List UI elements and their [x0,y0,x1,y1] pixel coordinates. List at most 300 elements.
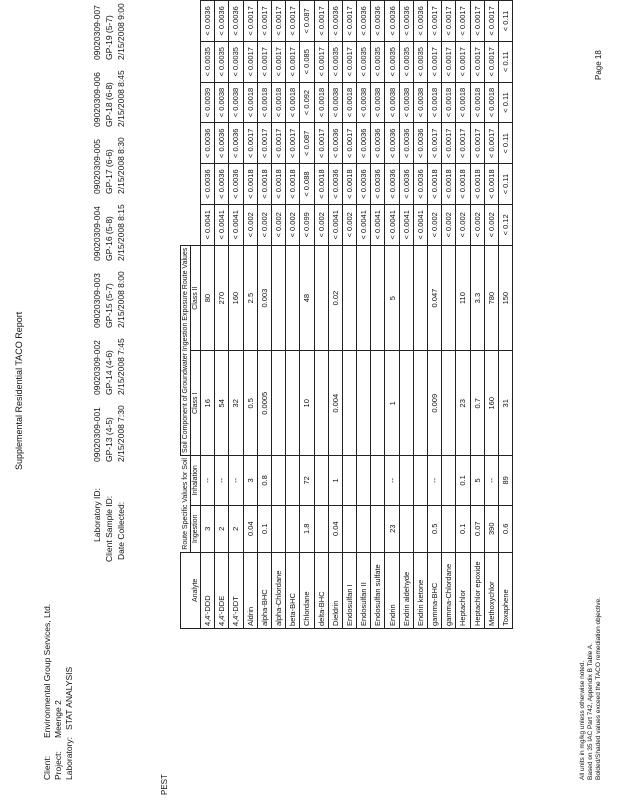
result-cell: < 0.0017 [314,41,328,82]
ingestion-cell [314,505,328,552]
result-cell: < 0.0017 [442,41,456,82]
inhalation-cell [371,456,385,506]
sample-lab-id: 09020309-003 [92,273,102,328]
ingestion-cell [286,505,300,552]
result-cell: < 0.0018 [314,82,328,123]
inhalation-cell [413,456,427,506]
result-cell: < 0.0036 [399,1,413,42]
result-cell: < 0.0017 [484,123,498,164]
result-cell: < 0.0041 [328,204,342,245]
inhalation-cell: 0.1 [456,456,470,506]
result-cell: < 0.0018 [342,82,356,123]
table-row [498,1,512,629]
sample-date: 2/15/2008 8:00 [116,271,126,328]
result-cell: < 0.0017 [342,1,356,42]
result-cell: < 0.0018 [484,164,498,205]
result-cell: < 0.0036 [357,123,371,164]
class1-cell: 0.5 [243,351,257,456]
sample-date: 2/15/2008 8:30 [116,137,126,194]
ingestion-cell: 0.6 [498,505,512,552]
lab-id-label: Laboratory ID: [92,488,102,542]
result-cell: < 0.0017 [456,123,470,164]
table-row [201,1,215,629]
class1-cell [413,351,427,456]
table-row [399,1,413,629]
result-cell: < 0.087 [300,1,314,42]
result-cell: < 0.0036 [201,123,215,164]
result-cell: < 0.0017 [314,1,328,42]
ingestion-cell: 0.04 [243,505,257,552]
result-cell: < 0.0041 [413,204,427,245]
result-cell: < 0.099 [300,204,314,245]
result-cell: < 0.0035 [328,41,342,82]
sample-lab-id: 09020309-004 [92,206,102,261]
result-cell: < 0.0041 [357,204,371,245]
result-cell: < 0.0018 [271,82,285,123]
analyte-cell: Endrin [385,552,399,628]
sample-lab-id: 09020309-007 [92,5,102,60]
sample-date: 2/15/2008 8:15 [116,204,126,261]
result-cell: < 0.12 [498,204,512,245]
result-cell: < 0.0036 [413,164,427,205]
analyte-cell: 4,4'-DDE [215,552,229,628]
result-cell: < 0.0018 [286,82,300,123]
report-title: Supplemental Residential TACO Report [14,311,24,470]
analyte-cell: Aldrin [243,552,257,628]
class1-cell: 32 [229,351,243,456]
result-cell: < 0.0017 [456,41,470,82]
result-cell: < 0.087 [300,123,314,164]
result-cell: < 0.0018 [428,82,442,123]
inhalation-cell: -- [428,456,442,506]
class2-cell [442,245,456,351]
class2-cell [286,245,300,351]
result-cell: < 0.0036 [201,164,215,205]
class2-cell [413,245,427,351]
table-row [243,1,257,629]
result-cell: < 0.0041 [201,204,215,245]
sample-lab-id: 09020309-002 [92,340,102,395]
client-label: Client: [42,755,52,780]
analyte-cell: Endrin ketone [413,552,427,628]
table-row [385,1,399,629]
table-row [229,1,243,629]
sample-sample-id: GP-13 (4-5) [104,417,114,462]
result-cell: < 0.0017 [470,1,484,42]
result-cell: < 0.0036 [413,1,427,42]
inhalation-cell: 72 [300,456,314,506]
result-cell: < 0.0017 [243,41,257,82]
ingestion-cell: 0.5 [428,505,442,552]
ingestion-cell: 0.07 [470,505,484,552]
class1-header: Class I [191,351,201,456]
sample-lab-id: 09020309-001 [92,407,102,462]
sample-sample-id: GP-14 (4-6) [104,350,114,395]
class2-cell: 80 [201,245,215,351]
result-cell: < 0.002 [342,204,356,245]
class2-cell: 0.003 [257,245,271,351]
class2-header: Class II [191,245,201,351]
result-cell: < 0.0036 [229,1,243,42]
result-cell: < 0.0018 [442,164,456,205]
pest-label: PEST [160,774,169,795]
class2-cell: 48 [300,245,314,351]
result-cell: < 0.002 [271,204,285,245]
table-row [257,1,271,629]
footnote-1: All units in mg/kg unless otherwise noted. [579,660,586,780]
class2-cell [399,245,413,351]
result-cell: < 0.0035 [371,41,385,82]
pesticide-results-table [180,0,513,629]
class1-cell [286,351,300,456]
result-cell: < 0.0041 [215,204,229,245]
class1-cell [271,351,285,456]
sample-date: 2/15/2008 8:45 [116,70,126,127]
table-row [314,1,328,629]
client-value: Environmental Group Services, Ltd. [42,603,52,738]
result-cell: < 0.0035 [399,41,413,82]
analyte-cell: alpha-BHC [257,552,271,628]
analyte-cell: alpha-Chlordane [271,552,285,628]
class1-cell [314,351,328,456]
result-cell: < 0.0036 [215,123,229,164]
ingestion-cell [399,505,413,552]
result-cell: < 0.0036 [215,164,229,205]
ingestion-cell [442,505,456,552]
result-cell: < 0.0036 [328,1,342,42]
result-cell: < 0.0035 [201,41,215,82]
result-cell: < 0.0036 [229,164,243,205]
class1-cell: 54 [215,351,229,456]
table-row [342,1,356,629]
laboratory-value: STAT ANALYSIS [64,666,74,730]
ingestion-cell [357,505,371,552]
class2-cell: 780 [484,245,498,351]
result-cell: < 0.0017 [257,41,271,82]
result-cell: < 0.0038 [215,82,229,123]
sample-sample-id: GP-17 (6-6) [104,149,114,194]
class1-cell [399,351,413,456]
result-cell: < 0.0018 [470,82,484,123]
table-row [328,1,342,629]
class2-cell [271,245,285,351]
class2-cell: 0.047 [428,245,442,351]
analyte-cell: beta-BHC [286,552,300,628]
analyte-cell: Toxaphene [498,552,512,628]
result-cell: < 0.0017 [484,41,498,82]
result-cell: < 0.0018 [484,82,498,123]
result-cell: < 0.0036 [385,123,399,164]
result-cell: < 0.002 [314,204,328,245]
result-cell: < 0.0036 [201,1,215,42]
date-collected-label: Date Collected: [116,501,126,560]
sample-sample-id: GP-15 (5-7) [104,283,114,328]
result-cell: < 0.0036 [371,123,385,164]
result-cell: < 0.0041 [399,204,413,245]
ingestion-cell: 1.8 [300,505,314,552]
sample-sample-id: GP-16 (5-8) [104,216,114,261]
result-cell: < 0.0017 [271,123,285,164]
result-cell: < 0.002 [257,204,271,245]
laboratory-label: Laboratory: [64,737,74,780]
result-cell: < 0.0017 [484,1,498,42]
result-cell: < 0.0017 [428,1,442,42]
analyte-cell: 4,4'-DDT [229,552,243,628]
result-cell: < 0.0035 [413,41,427,82]
result-cell: < 0.0038 [371,82,385,123]
table-row [286,1,300,629]
result-cell: < 0.0036 [413,123,427,164]
inhalation-cell [399,456,413,506]
result-cell: < 0.0038 [385,82,399,123]
inhalation-cell: -- [385,456,399,506]
project-label: Project: [53,751,63,780]
class1-cell: 0.0005 [257,351,271,456]
analyte-cell: gamma-Chlordane [442,552,456,628]
sample-date: 2/15/2008 7:30 [116,405,126,462]
ingestion-cell: 3 [201,505,215,552]
inhalation-cell: -- [229,456,243,506]
result-cell: < 0.002 [286,204,300,245]
result-cell: < 0.0035 [357,41,371,82]
result-cell: < 0.0036 [385,164,399,205]
result-cell: < 0.0017 [342,123,356,164]
inhalation-cell: -- [201,456,215,506]
inhalation-cell [342,456,356,506]
class1-cell [342,351,356,456]
sample-date: 2/15/2008 7:45 [116,338,126,395]
result-cell: < 0.002 [243,204,257,245]
inhalation-cell [357,456,371,506]
inhalation-cell [271,456,285,506]
result-cell: < 0.0017 [243,1,257,42]
analyte-cell: Endosulfan I [342,552,356,628]
result-cell: < 0.0036 [385,1,399,42]
result-cell: < 0.0036 [371,1,385,42]
result-cell: < 0.0017 [442,123,456,164]
table-row [413,1,427,629]
class2-cell: 2.5 [243,245,257,351]
analyte-cell: Chlordane [300,552,314,628]
result-cell: < 0.0036 [229,123,243,164]
class1-cell: 0.009 [428,351,442,456]
result-cell: < 0.0018 [470,164,484,205]
result-cell: < 0.0038 [229,82,243,123]
table-row [371,1,385,629]
analyte-cell: Heptachlor epoxide [470,552,484,628]
result-cell: < 0.0017 [470,123,484,164]
result-cell: < 0.0035 [385,41,399,82]
inhalation-cell: -- [484,456,498,506]
result-cell: < 0.0036 [328,123,342,164]
class1-cell [371,351,385,456]
class2-cell [314,245,328,351]
result-cell: < 0.0017 [428,41,442,82]
analyte-cell: delta-BHC [314,552,328,628]
result-cell: < 0.0035 [215,41,229,82]
result-cell: < 0.0018 [257,82,271,123]
inhalation-cell: 3 [243,456,257,506]
result-cell: < 0.0017 [470,41,484,82]
result-cell: < 0.002 [428,204,442,245]
result-cell: < 0.0018 [243,82,257,123]
table-row [442,1,456,629]
result-cell: < 0.0017 [314,123,328,164]
result-cell: < 0.0018 [286,164,300,205]
ingestion-header: Ingestion [191,505,201,552]
ingestion-cell: 23 [385,505,399,552]
result-cell: < 0.0036 [357,164,371,205]
class2-cell: 160 [229,245,243,351]
route-specific-header: Route Specific Values for Soil [181,456,191,553]
result-cell: < 0.0038 [357,82,371,123]
result-cell: < 0.0036 [357,1,371,42]
class2-cell: 270 [215,245,229,351]
result-cell: < 0.0017 [442,1,456,42]
result-cell: < 0.002 [456,204,470,245]
inhalation-cell: 0.8 [257,456,271,506]
class2-cell [371,245,385,351]
footnote-3: Bolded/Shaded values exceed the TACO remediation objective. [595,597,602,780]
class2-cell: 110 [456,245,470,351]
result-cell: < 0.0017 [257,123,271,164]
table-row [470,1,484,629]
result-cell: < 0.0017 [271,1,285,42]
analyte-cell: Endosulfan sulfate [371,552,385,628]
result-cell: < 0.0039 [201,82,215,123]
ingestion-cell: 0.04 [328,505,342,552]
class1-cell: 0.7 [470,351,484,456]
page-number: Page 18 [594,50,603,80]
result-cell: < 0.0041 [371,204,385,245]
ingestion-cell: 0.1 [257,505,271,552]
class2-cell: 150 [498,245,512,351]
sample-sample-id: GP-18 (6-8) [104,82,114,127]
soil-component-header: Soil Component of Groundwater Ingestion Exposure Route Values [181,245,191,455]
result-cell: < 0.0018 [428,164,442,205]
class1-cell: 160 [484,351,498,456]
ingestion-cell [271,505,285,552]
sample-lab-id: 09020309-006 [92,72,102,127]
inhalation-cell: 5 [470,456,484,506]
sample-lab-id: 09020309-005 [92,139,102,194]
result-cell: < 0.0017 [286,41,300,82]
result-cell: < 0.0038 [399,82,413,123]
result-cell: < 0.11 [498,1,512,42]
analyte-cell: Heptachlor [456,552,470,628]
table-row [271,1,285,629]
inhalation-cell: -- [215,456,229,506]
analyte-cell: gamma-BHC [428,552,442,628]
class2-cell: 3.3 [470,245,484,351]
class1-cell: 23 [456,351,470,456]
project-value: Meenge 2 [53,700,63,738]
class1-cell [357,351,371,456]
result-cell: < 0.0036 [328,164,342,205]
result-cell: < 0.11 [498,41,512,82]
result-cell: < 0.0017 [257,1,271,42]
analyte-header: Analyte [181,552,201,628]
inhalation-cell [286,456,300,506]
result-cell: < 0.0036 [399,123,413,164]
result-cell: < 0.11 [498,164,512,205]
class1-cell: 31 [498,351,512,456]
class1-cell: 0.004 [328,351,342,456]
result-cell: < 0.0018 [442,82,456,123]
table-row [456,1,470,629]
ingestion-cell [342,505,356,552]
result-cell: < 0.0018 [271,164,285,205]
ingestion-cell: 390 [484,505,498,552]
table-row [215,1,229,629]
result-cell: < 0.0036 [371,164,385,205]
result-cell: < 0.11 [498,82,512,123]
inhalation-cell: 89 [498,456,512,506]
result-cell: < 0.0041 [229,204,243,245]
result-cell: < 0.002 [484,204,498,245]
ingestion-cell: 0.1 [456,505,470,552]
inhalation-cell: 1 [328,456,342,506]
class2-cell [342,245,356,351]
analyte-cell: Endosulfan II [357,552,371,628]
result-cell: < 0.0017 [342,41,356,82]
result-cell: < 0.0038 [413,82,427,123]
result-cell: < 0.0017 [243,123,257,164]
analyte-cell: Dieldrin [328,552,342,628]
result-cell: < 0.0035 [229,41,243,82]
inhalation-cell [314,456,328,506]
result-cell: < 0.092 [300,82,314,123]
result-cell: < 0.002 [442,204,456,245]
class2-cell [357,245,371,351]
result-cell: < 0.0018 [456,164,470,205]
result-cell: < 0.002 [470,204,484,245]
table-row [484,1,498,629]
inhalation-header: Inhalation [191,456,201,506]
class2-cell: 5 [385,245,399,351]
sample-sample-id: GP-19 (5-7) [104,15,114,60]
ingestion-cell: 2 [229,505,243,552]
result-cell: < 0.0041 [385,204,399,245]
analyte-cell: 4,4'-DDD [201,552,215,628]
analyte-cell: Methoxychlor [484,552,498,628]
ingestion-cell [371,505,385,552]
footnote-2: Based on 35 IAC Part 742, Appendix B Table A. [587,643,594,780]
result-cell: < 0.0017 [456,1,470,42]
result-cell: < 0.11 [498,123,512,164]
result-cell: < 0.0018 [257,164,271,205]
analyte-cell: Endrin aldehyde [399,552,413,628]
result-cell: < 0.0017 [286,123,300,164]
table-row [357,1,371,629]
result-cell: < 0.0017 [271,41,285,82]
result-cell: < 0.0036 [399,164,413,205]
result-cell: < 0.088 [300,164,314,205]
class1-cell: 1 [385,351,399,456]
class1-cell: 16 [201,351,215,456]
result-cell: < 0.0038 [328,82,342,123]
result-cell: < 0.0017 [428,123,442,164]
result-cell: < 0.0017 [286,1,300,42]
client-sample-label: Client Sample ID: [104,495,114,562]
table-row [300,1,314,629]
class1-cell: 10 [300,351,314,456]
result-cell: < 0.0018 [456,82,470,123]
class1-cell [442,351,456,456]
sample-date: 2/15/2008 9:00 [116,3,126,60]
inhalation-cell [442,456,456,506]
result-cell: < 0.085 [300,41,314,82]
